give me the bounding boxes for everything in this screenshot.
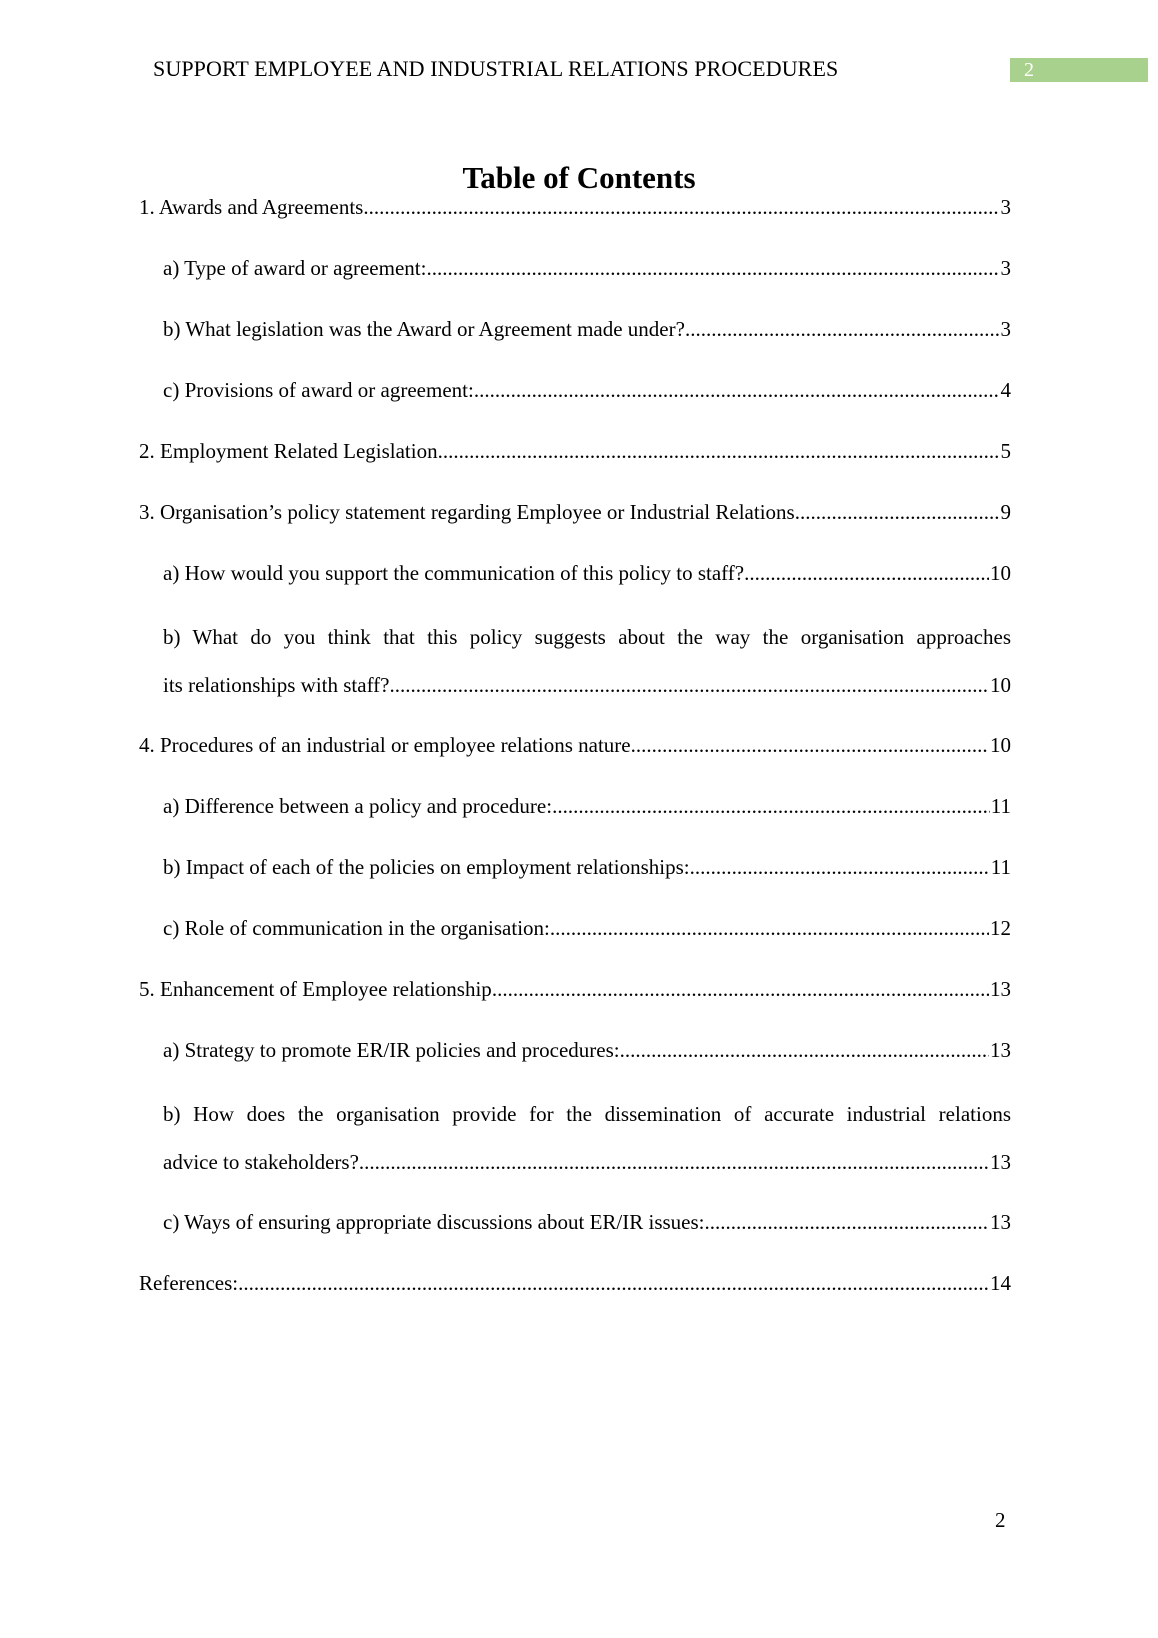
toc-entry-page: 10 — [990, 561, 1011, 585]
toc-entry-page: 13 — [990, 1210, 1011, 1234]
toc-entry-appropriate-discussions[interactable] — [163, 1210, 1011, 1242]
dot-leader — [474, 378, 1000, 403]
toc-entry-label-line2: advice to stakeholders? — [163, 1150, 359, 1174]
toc-entry-page: 3 — [1000, 256, 1011, 280]
toc-entry-page: 11 — [990, 794, 1011, 818]
dot-leader — [620, 1038, 989, 1063]
toc-entry-label: a) Strategy to promote ER/IR policies and procedures: — [163, 1038, 620, 1062]
dot-leader — [426, 256, 999, 281]
dot-leader — [550, 916, 989, 941]
toc-entry-page: 4 — [1000, 378, 1011, 402]
toc-entry-references[interactable] — [139, 1271, 1011, 1303]
toc-entry-page: 10 — [990, 733, 1011, 757]
dot-leader — [685, 317, 1000, 342]
toc-entry-policy-suggests[interactable] — [163, 621, 1011, 705]
dot-leader — [552, 794, 990, 819]
dot-leader — [363, 195, 999, 220]
toc-entry-label: c) Provisions of award or agreement: — [163, 378, 474, 402]
toc-entry-legislation-made-under[interactable] — [163, 317, 1011, 349]
toc-entry-provisions[interactable] — [163, 378, 1011, 410]
toc-entry-label-line1: b) What do you think that this policy suggests about the way the organisation approaches — [163, 625, 1011, 649]
toc-entry-enhancement[interactable] — [139, 977, 1011, 1009]
dot-leader — [795, 500, 1000, 525]
toc-entry-employment-legislation[interactable] — [139, 439, 1011, 471]
toc-entry-page: 3 — [1000, 317, 1011, 341]
toc-entry-page: 10 — [990, 673, 1011, 697]
toc-entry-label: c) Role of communication in the organisation: — [163, 916, 550, 940]
dot-leader — [492, 977, 989, 1002]
dot-leader — [390, 673, 990, 698]
dot-leader — [359, 1150, 989, 1175]
toc-entry-page: 3 — [1000, 195, 1011, 219]
toc-entry-label-line2: its relationships with staff? — [163, 673, 390, 697]
toc-entry-label: b) What legislation was the Award or Agreement made under? — [163, 317, 685, 341]
toc-entry-label: 1. Awards and Agreements — [139, 195, 364, 219]
toc-entry-label: 3. Organisation’s policy statement regarding Employee or Industrial Relations — [139, 500, 795, 524]
toc-entry-policy-statement[interactable] — [139, 500, 1011, 532]
toc-entry-label: 4. Procedures of an industrial or employee relations nature — [139, 733, 631, 757]
toc-entry-label-line1: b) How does the organisation provide for the dissemination of accurate industrial relations — [163, 1102, 1011, 1126]
toc-entry-policy-vs-procedure[interactable] — [163, 794, 1011, 826]
toc-entry-support-communication[interactable] — [163, 561, 1011, 593]
dot-leader — [238, 1271, 989, 1296]
toc-entry-awards-and-agreements[interactable] — [139, 195, 1011, 227]
toc-entry-page: 13 — [990, 1038, 1011, 1062]
dot-leader — [438, 439, 1000, 464]
running-header-title: SUPPORT EMPLOYEE AND INDUSTRIAL RELATIONS PROCEDURES — [153, 56, 839, 81]
footer-page-number: 2 — [995, 1508, 1006, 1532]
toc-entry-page: 5 — [1000, 439, 1011, 463]
toc-entry-label: a) Type of award or agreement: — [163, 256, 427, 280]
toc-entry-label: a) Difference between a policy and procedure: — [163, 794, 553, 818]
toc-entry-procedures[interactable] — [139, 733, 1011, 765]
toc-entry-page: 13 — [990, 1150, 1011, 1174]
toc-entry-page: 11 — [990, 855, 1011, 879]
toc-entry-page: 14 — [990, 1271, 1011, 1295]
toc-entry-label: References: — [139, 1271, 239, 1295]
dot-leader — [690, 855, 990, 880]
toc-entry-label: c) Ways of ensuring appropriate discussions about ER/IR issues: — [163, 1210, 705, 1234]
dot-leader — [744, 561, 989, 586]
dot-leader — [705, 1210, 989, 1235]
toc-entry-dissemination[interactable] — [163, 1098, 1011, 1182]
toc-entry-role-of-communication[interactable] — [163, 916, 1011, 948]
toc-entry-impact-of-policies[interactable] — [163, 855, 1011, 887]
toc-entry-label: 2. Employment Related Legislation — [139, 439, 438, 463]
toc-entry-page: 12 — [990, 916, 1011, 940]
toc-entry-label: 5. Enhancement of Employee relationship — [139, 977, 492, 1001]
toc-entry-page: 13 — [990, 977, 1011, 1001]
toc-entry-type-of-award[interactable] — [163, 256, 1011, 288]
toc-entry-strategy-promote[interactable] — [163, 1038, 1011, 1070]
toc-entry-label: a) How would you support the communication of this policy to staff? — [163, 561, 745, 585]
toc-entry-page: 9 — [1000, 500, 1011, 524]
toc-title: Table of Contents — [462, 160, 696, 195]
dot-leader — [631, 733, 989, 758]
toc-entry-label: b) Impact of each of the policies on employment relationships: — [163, 855, 690, 879]
header-page-number-box: 2 — [1010, 58, 1148, 82]
